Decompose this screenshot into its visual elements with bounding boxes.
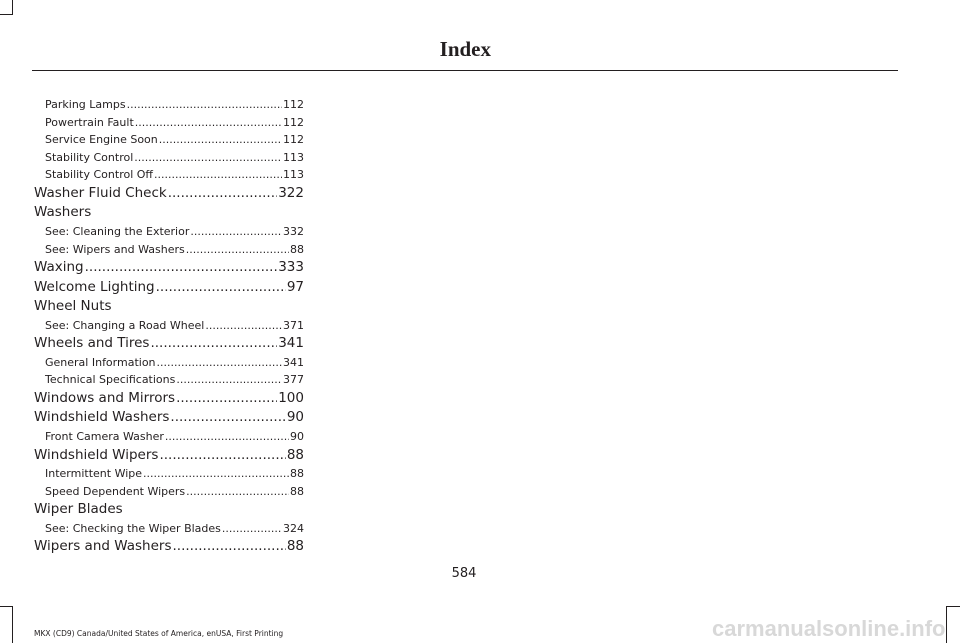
index-entry xyxy=(34,114,304,132)
crop-mark-top-left-v xyxy=(12,0,13,14)
index-entry-page: 88 xyxy=(290,467,304,481)
index-entry-label: Wheels and Tires xyxy=(34,335,150,352)
index-entry-leader xyxy=(134,149,282,167)
index-entry-label: General Information xyxy=(45,355,156,369)
index-entry xyxy=(34,297,304,317)
index-entry xyxy=(34,500,304,520)
page-number: 584 xyxy=(451,566,477,581)
index-entry-leader xyxy=(176,389,277,409)
index-entry-label: Welcome Lighting xyxy=(34,278,155,295)
index-entry-page: 332 xyxy=(283,224,304,238)
index-entry-label: Service Engine Soon xyxy=(45,133,158,147)
index-entry xyxy=(34,371,304,389)
index-entry-leader xyxy=(176,371,282,389)
index-entry xyxy=(34,465,304,483)
crop-mark-bottom-right-h xyxy=(946,606,960,607)
header-divider xyxy=(32,70,898,71)
index-entry-leader xyxy=(168,184,278,204)
index-entry-leader xyxy=(170,408,285,428)
index-entry xyxy=(34,334,304,354)
index-entry xyxy=(34,354,304,372)
crop-mark-bottom-right-v xyxy=(946,606,947,643)
index-entry xyxy=(34,317,304,335)
index-entry-label: Wiper Blades xyxy=(34,501,123,518)
index-entry-leader xyxy=(222,520,282,538)
index-entry xyxy=(34,389,304,409)
index-entry xyxy=(34,537,304,557)
index-entry-label: Wheel Nuts xyxy=(34,298,112,315)
index-entry xyxy=(34,408,304,428)
index-entry-leader xyxy=(127,96,282,114)
crop-mark-bottom-left-h xyxy=(0,606,13,607)
index-entry-page: 88 xyxy=(286,538,304,555)
index-entry-page: 90 xyxy=(286,409,304,426)
index-entry-leader xyxy=(156,278,286,298)
index-entry-leader xyxy=(186,483,289,501)
index-entry xyxy=(34,166,304,184)
index-entry-label: Parking Lamps xyxy=(45,98,126,111)
index-entry-leader xyxy=(172,537,285,557)
index-entry-page: 90 xyxy=(290,429,304,443)
index-entry-label: Washers xyxy=(34,204,92,221)
index-entry-page: 377 xyxy=(283,373,304,387)
index-entry xyxy=(34,149,304,167)
page-title: Index xyxy=(439,37,491,61)
index-entry-label: Windshield Washers xyxy=(34,409,170,426)
index-entry-page: 333 xyxy=(278,259,304,276)
index-entry-page: 341 xyxy=(278,335,304,352)
index-entry-page: 88 xyxy=(286,446,304,463)
index-entry xyxy=(34,184,304,204)
index-entry-page: 322 xyxy=(278,184,304,201)
index-entry-leader xyxy=(85,258,278,278)
index-entry-leader xyxy=(186,241,289,259)
index-entry-page: 341 xyxy=(283,355,304,369)
index-entry xyxy=(34,96,304,114)
index-entry-label: Wipers and Washers xyxy=(34,538,172,555)
index-entry-page: 112 xyxy=(283,98,304,111)
index-list xyxy=(34,96,304,557)
index-entry-label: Waxing xyxy=(34,259,84,276)
index-entry xyxy=(34,258,304,278)
index-entry-label: Stability Control Off xyxy=(45,168,154,182)
watermark: carmanualsonline.info xyxy=(712,616,946,641)
index-entry xyxy=(34,278,304,298)
index-entry-page: 112 xyxy=(283,133,304,147)
index-entry-page: 88 xyxy=(290,242,304,256)
index-entry xyxy=(34,241,304,259)
index-entry xyxy=(34,203,304,223)
index-entry-label: Technical Specifications xyxy=(45,373,176,387)
index-entry-page: 100 xyxy=(278,389,304,406)
index-entry xyxy=(34,520,304,538)
index-entry-label: Powertrain Fault xyxy=(45,115,134,129)
index-entry-label: Stability Control xyxy=(45,150,134,164)
index-entry-label: See: Changing a Road Wheel xyxy=(45,318,205,332)
index-entry-leader xyxy=(190,223,282,241)
index-entry-label: Speed Dependent Wipers xyxy=(45,484,186,498)
crop-mark-top-left-h xyxy=(0,14,13,15)
footer-text: MKX (CD9) Canada/United States of America, enUSA, First Printing xyxy=(34,629,284,638)
index-entry-page: 371 xyxy=(283,318,304,332)
index-entry-leader xyxy=(159,131,282,149)
index-entry-leader xyxy=(157,354,282,372)
index-entry-leader xyxy=(143,465,289,483)
index-entry-leader xyxy=(154,166,282,184)
index-entry-page: 112 xyxy=(283,115,304,129)
page-number-container xyxy=(0,566,928,581)
index-entry-page: 113 xyxy=(283,168,304,182)
page-header xyxy=(0,37,928,62)
index-entry-page: 88 xyxy=(290,484,304,498)
index-entry-page: 97 xyxy=(286,278,304,295)
index-entry-label: Windows and Mirrors xyxy=(34,389,176,406)
index-entry-leader xyxy=(205,317,282,335)
index-entry xyxy=(34,428,304,446)
index-entry xyxy=(34,131,304,149)
index-entry-page: 113 xyxy=(283,150,304,164)
index-entry-label: Windshield Wipers xyxy=(34,446,159,463)
index-entry xyxy=(34,446,304,466)
index-entry xyxy=(34,483,304,501)
crop-mark-bottom-left-v xyxy=(12,606,13,643)
index-entry-leader xyxy=(159,446,285,466)
index-entry-label: See: Checking the Wiper Blades xyxy=(45,521,221,535)
index-entry xyxy=(34,223,304,241)
index-entry-leader xyxy=(135,114,282,132)
index-entry-label: Intermittent Wipe xyxy=(45,467,143,481)
index-entry-label: Front Camera Washer xyxy=(45,429,164,443)
index-entry-label: See: Wipers and Washers xyxy=(45,242,185,256)
index-entry-label: See: Cleaning the Exterior xyxy=(45,224,190,238)
index-entry-leader xyxy=(150,334,277,354)
index-entry-leader xyxy=(165,428,289,446)
index-entry-label: Washer Fluid Check xyxy=(34,184,167,201)
index-entry-page: 324 xyxy=(283,521,304,535)
